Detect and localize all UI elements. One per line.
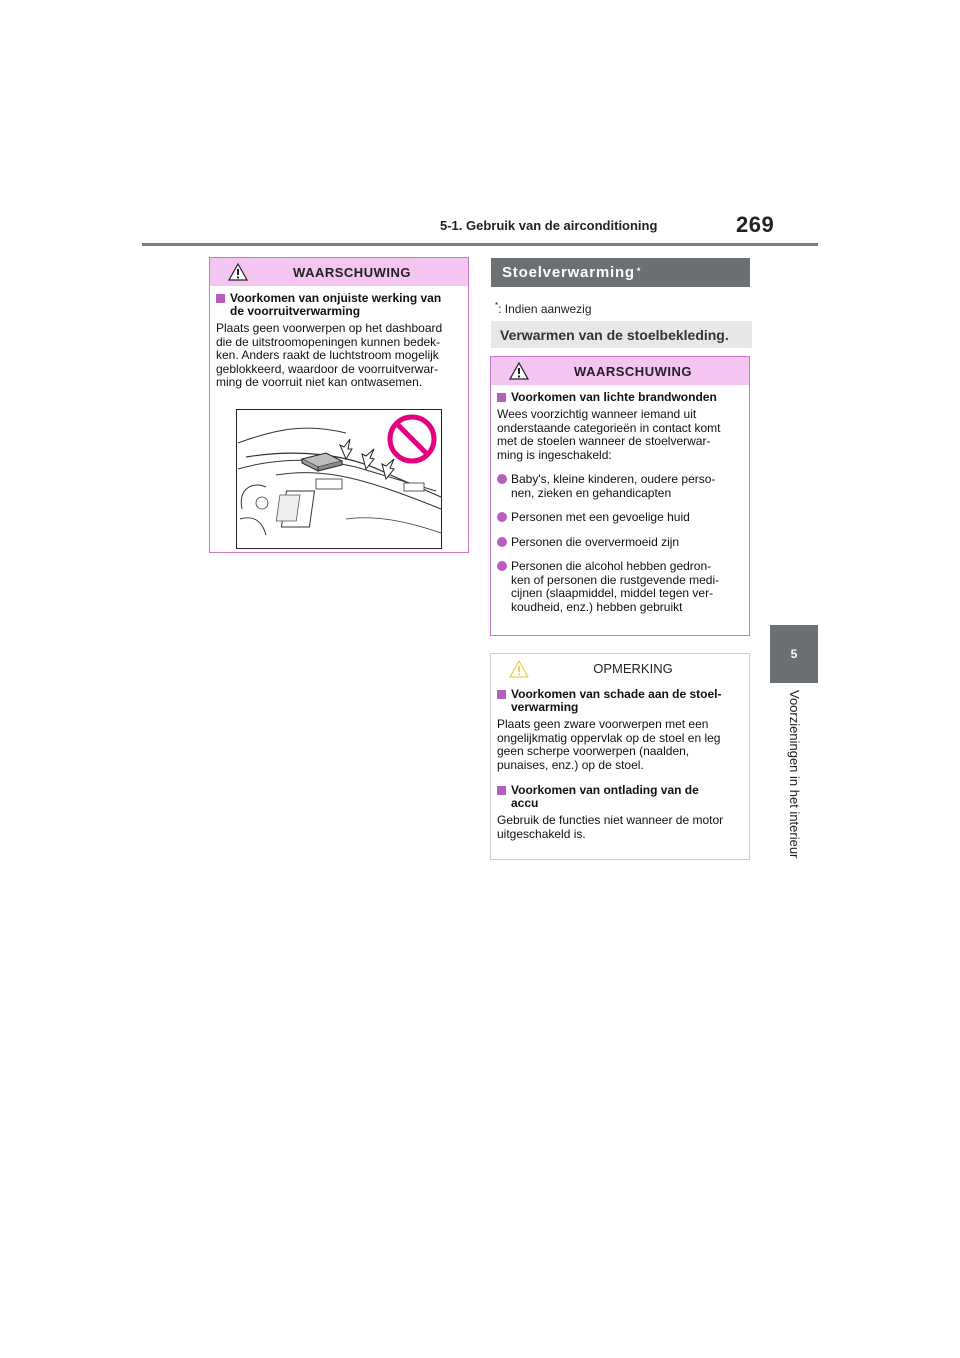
footnote-text: : Indien aanwezig: [498, 302, 592, 316]
warning-body: [216, 322, 462, 390]
body-line: ming de voorruit niet kan ontwasemen.: [216, 375, 423, 389]
caution-triangle-icon: [509, 660, 529, 678]
item-title-line: verwarming: [511, 700, 579, 714]
item-title-line: Voorkomen van onjuiste werking van: [230, 291, 442, 305]
bullet-line: Baby's, kleine kinderen, oudere perso-: [511, 472, 716, 486]
item-title-line: Voorkomen van ontlading van de: [511, 783, 699, 797]
item-title-line: Voorkomen van schade aan de stoel-: [511, 687, 722, 701]
warning-triangle-icon: [509, 362, 529, 380]
note-header: [491, 654, 749, 682]
body-line: die de uitstroomopeningen kunnen bedek-: [216, 334, 441, 349]
body-line: ken. Anders raakt de luchtstroom mogelijk: [216, 348, 439, 362]
bullet-line: nen, zieken en gehandicapten: [511, 485, 672, 500]
body-line: met de stoelen wanneer de stoelverwar-: [497, 434, 711, 448]
chapter-title-text: Voorzieningen in het interieur: [787, 690, 802, 859]
bullet-line: Personen die alcohol hebben gedron-: [511, 559, 712, 573]
body-line: Plaats geen zware voorwerpen met een: [497, 717, 709, 731]
item-title-line: accu: [511, 796, 539, 810]
warning-box-windshield: [209, 257, 469, 553]
bullet-line: koudheid, enz.) hebben gebruikt: [511, 599, 683, 614]
warning-triangle-icon: [228, 263, 248, 281]
bullet-item: [497, 536, 743, 550]
note-item-title: [497, 688, 743, 714]
body-line: ongelijkmatig oppervlak op de stoel en leg: [497, 730, 721, 745]
section-bar-marker: *: [636, 265, 642, 276]
warning-heading: WAARSCHUWING: [574, 363, 692, 379]
section-title: 5-1. Gebruik van de airconditioning: [440, 218, 658, 233]
body-line: ming is ingeschakeld:: [497, 447, 612, 462]
note-item-title: [497, 784, 743, 810]
note-box: [490, 653, 750, 860]
section-bar: [491, 258, 750, 287]
page-number: 269: [736, 212, 775, 237]
note-body: [497, 718, 743, 772]
body-line: uitgeschakeld is.: [497, 826, 586, 841]
body-line: Gebruik de functies niet wanneer de motor: [497, 813, 724, 827]
body-line: onderstaande categorieën in contact komt: [497, 420, 721, 435]
body-line: Plaats geen voorwerpen op het dashboard: [216, 321, 443, 335]
body-line: Wees voorzichtig wanneer iemand uit: [497, 407, 697, 421]
section-bar-title: Stoelverwarming: [502, 264, 635, 281]
bullet-item: [497, 560, 743, 614]
item-title-line: de voorruitverwarming: [230, 304, 361, 318]
warning-item-title: [216, 292, 462, 318]
chapter-tab: 5: [770, 625, 818, 683]
bullet-item: [497, 473, 743, 500]
dashboard-illustration: [236, 409, 442, 549]
warning-intro: [497, 408, 743, 462]
chapter-title: [784, 690, 804, 880]
footnote: [495, 301, 592, 316]
bullet-line: cijnen (slaapmiddel, middel tegen ver-: [511, 586, 714, 600]
body-line: geblokkeerd, waardoor de voorruitverwar-: [216, 361, 439, 376]
note-body: [497, 814, 743, 841]
bullet-line: Personen met een gevoelige huid: [511, 510, 690, 524]
bullet-line: Personen die oververmoeid zijn: [511, 534, 680, 549]
warning-header: [491, 357, 749, 385]
bullet-line: ken of personen die rustgevende medi-: [511, 572, 720, 587]
body-line: punaises, enz.) op de stoel.: [497, 757, 644, 772]
warning-heading: WAARSCHUWING: [293, 264, 411, 280]
note-heading: OPMERKING: [593, 660, 673, 676]
sub-title-bar: Verwarmen van de stoelbekleding.: [491, 321, 752, 348]
warning-item-title: Voorkomen van lichte brandwonden: [497, 391, 743, 404]
bullet-item: [497, 511, 743, 525]
header-rule: [142, 243, 818, 246]
warning-box-burns: [490, 356, 750, 636]
warning-header: [210, 258, 468, 286]
body-line: geen scherpe voorwerpen (naalden,: [497, 744, 690, 758]
footnote-marker: *: [495, 301, 499, 310]
